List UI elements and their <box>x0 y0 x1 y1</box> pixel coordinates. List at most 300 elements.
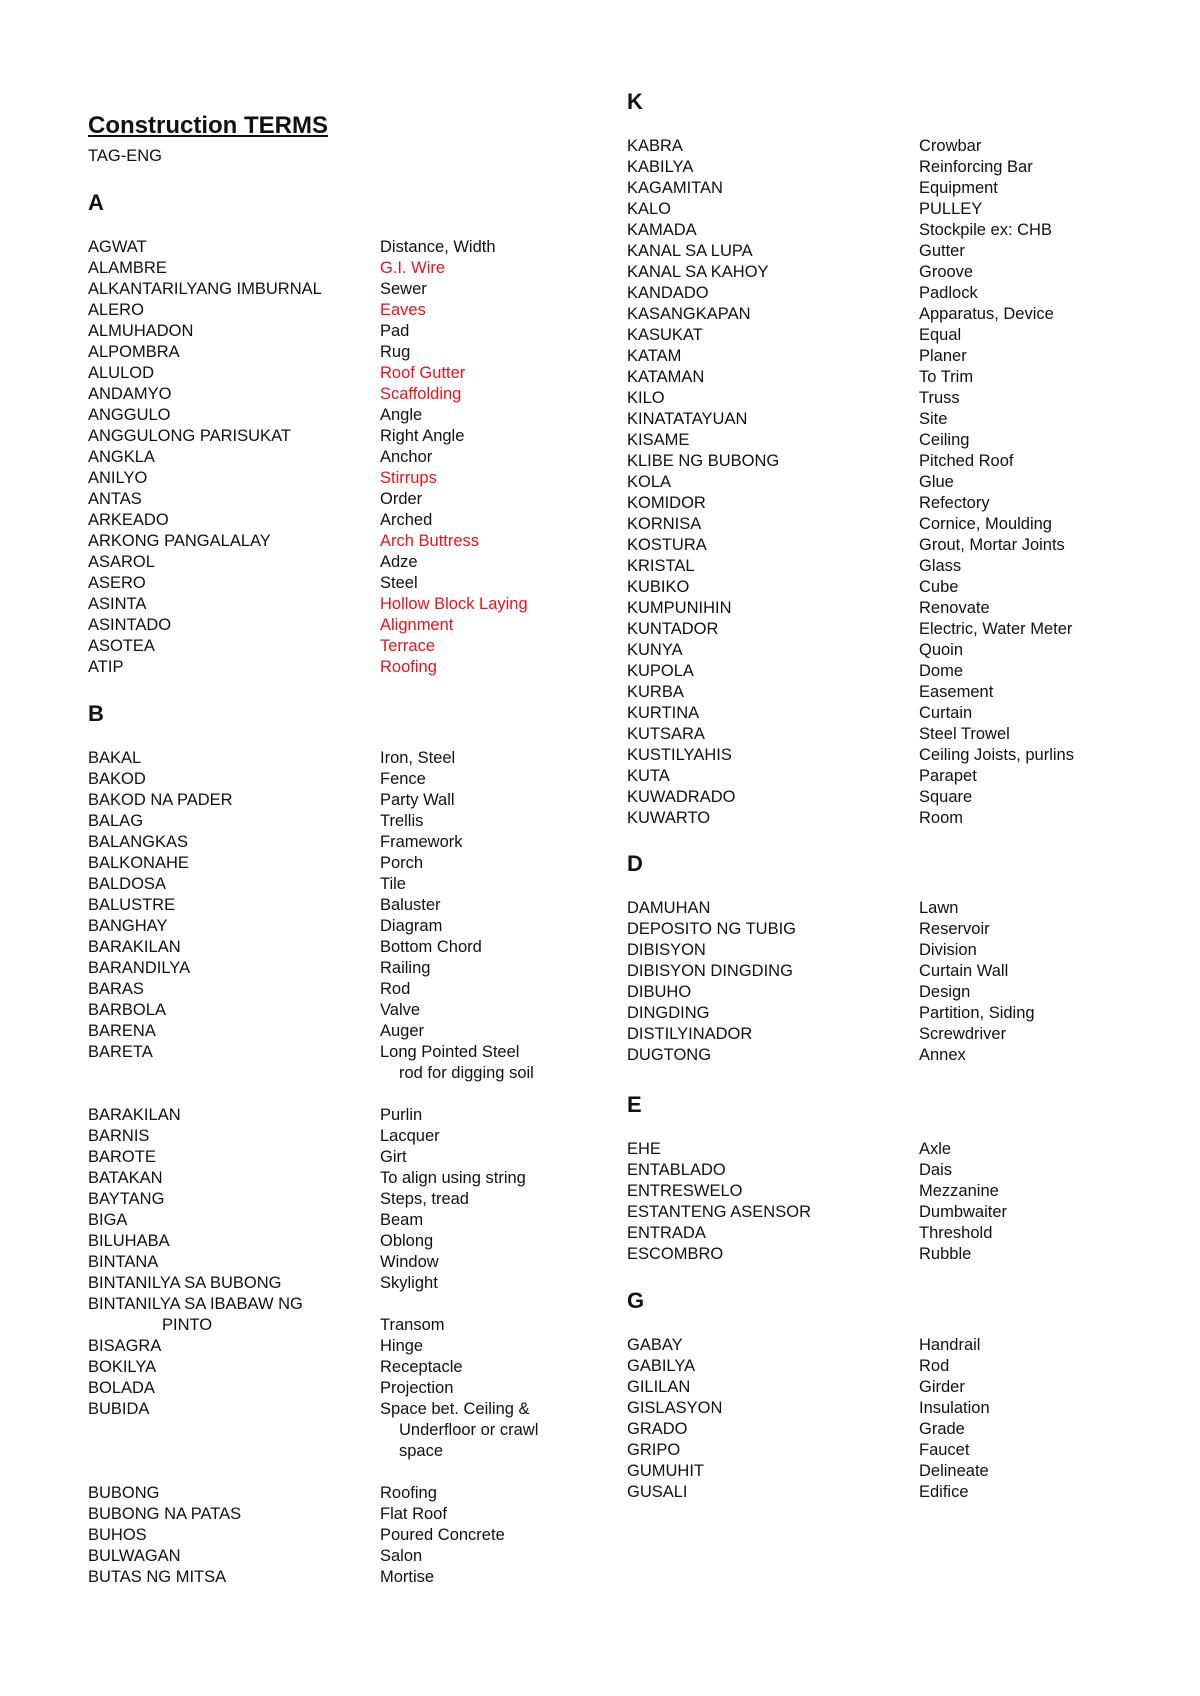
section-k-list <box>627 136 1074 829</box>
entry-term <box>88 384 380 405</box>
entry-term-line: BARBOLA <box>88 1001 166 1019</box>
entry-meaning-line: Sewer <box>380 280 427 298</box>
spacer <box>88 1462 538 1483</box>
entry-meaning <box>380 1357 538 1378</box>
glossary-entry <box>88 1042 538 1084</box>
glossary-entry <box>88 1252 538 1273</box>
section-heading-g: G <box>627 1288 645 1313</box>
entry-meaning <box>380 1231 538 1252</box>
glossary-entry <box>627 961 1035 982</box>
entry-term-line: BARAS <box>88 980 144 998</box>
glossary-entry <box>88 1273 538 1294</box>
entry-meaning-line: Pad <box>380 322 410 340</box>
entry-meaning <box>380 594 528 615</box>
glossary-entry <box>627 199 1074 220</box>
entry-term <box>627 1223 919 1244</box>
glossary-entry <box>627 451 1074 472</box>
entry-term-line: BOLADA <box>88 1379 155 1397</box>
glossary-entry <box>88 1525 538 1546</box>
glossary-entry <box>88 1294 538 1336</box>
section-heading-b: B <box>88 701 104 726</box>
entry-term-line: KUTA <box>627 767 670 785</box>
glossary-entry <box>627 409 1074 430</box>
entry-meaning-line: Order <box>380 490 423 508</box>
entry-meaning-line: Parapet <box>919 767 977 785</box>
entry-meaning-line: To Trim <box>919 368 974 386</box>
entry-term-line: DUGTONG <box>627 1046 712 1064</box>
entry-term <box>627 1419 919 1440</box>
entry-meaning <box>380 1525 538 1546</box>
section-a-list <box>88 237 528 678</box>
entry-meaning <box>380 790 538 811</box>
section-heading-e: E <box>627 1092 642 1117</box>
glossary-entry <box>88 552 528 573</box>
entry-meaning <box>919 493 1074 514</box>
entry-meaning-line: Padlock <box>919 284 978 302</box>
entry-term <box>627 199 919 220</box>
entry-term-line: GABILYA <box>627 1357 696 1375</box>
entry-meaning <box>380 321 528 342</box>
entry-meaning <box>919 619 1074 640</box>
entry-term-line: BULWAGAN <box>88 1547 181 1565</box>
glossary-entry <box>627 787 1074 808</box>
glossary-entry <box>627 1003 1035 1024</box>
entry-term <box>88 237 380 258</box>
glossary-entry <box>88 258 528 279</box>
entry-term-line: KRISTAL <box>627 557 695 575</box>
entry-meaning <box>919 178 1074 199</box>
entry-meaning-line: Underfloor or crawl <box>399 1421 539 1439</box>
entry-meaning-line: Rod <box>380 980 411 998</box>
entry-meaning-line: Distance, Width <box>380 238 496 256</box>
entry-meaning-line: Delineate <box>919 1462 989 1480</box>
glossary-entry <box>627 1160 1007 1181</box>
entry-term-line: KUSTILYAHIS <box>627 746 732 764</box>
entry-meaning <box>380 657 528 678</box>
entry-term-line: BAKOD NA PADER <box>88 791 233 809</box>
entry-meaning <box>380 237 528 258</box>
entry-term-line: KOLA <box>627 473 672 491</box>
glossary-entry <box>627 661 1074 682</box>
entry-meaning <box>380 1399 538 1462</box>
entry-meaning <box>380 489 528 510</box>
entry-meaning <box>380 769 538 790</box>
entry-meaning-line: Railing <box>380 959 431 977</box>
entry-meaning-line: Groove <box>919 263 974 281</box>
entry-meaning-line: Mezzanine <box>919 1182 999 1200</box>
entry-meaning-line: Roofing <box>380 658 437 676</box>
entry-meaning <box>380 811 538 832</box>
entry-term-line: KORNISA <box>627 515 702 533</box>
entry-meaning <box>380 1294 538 1336</box>
entry-term <box>88 832 380 853</box>
entry-meaning-line: Roofing <box>380 1484 437 1502</box>
entry-meaning-line: Partition, Siding <box>919 1004 1035 1022</box>
entry-meaning-line: Oblong <box>380 1232 434 1250</box>
entry-term <box>88 405 380 426</box>
glossary-entry <box>88 832 538 853</box>
entry-term <box>627 1160 919 1181</box>
entry-term-line: BARAKILAN <box>88 938 181 956</box>
entry-meaning <box>919 430 1074 451</box>
glossary-entry <box>627 178 1074 199</box>
glossary-entry <box>88 748 538 769</box>
entry-meaning <box>919 514 1074 535</box>
glossary-entry <box>627 430 1074 451</box>
entry-meaning <box>919 1024 1035 1045</box>
entry-term-line: KANDADO <box>627 284 709 302</box>
entry-meaning <box>919 388 1074 409</box>
entry-term-line: GUSALI <box>627 1483 688 1501</box>
glossary-entry <box>88 636 528 657</box>
entry-meaning-line: Party Wall <box>380 791 455 809</box>
entry-term <box>88 636 380 657</box>
entry-term-line: GRIPO <box>627 1441 681 1459</box>
entry-term-line: BARNIS <box>88 1127 150 1145</box>
entry-term <box>627 1202 919 1223</box>
entry-meaning-line: Hinge <box>380 1337 424 1355</box>
entry-meaning <box>919 1139 1007 1160</box>
entry-term <box>88 552 380 573</box>
entry-meaning-line: Quoin <box>919 641 964 659</box>
entry-meaning-line: Flat Roof <box>380 1505 447 1523</box>
glossary-entry <box>88 790 538 811</box>
entry-term-line: ANTAS <box>88 490 142 508</box>
entry-term <box>88 321 380 342</box>
entry-meaning <box>919 682 1074 703</box>
glossary-entry <box>627 682 1074 703</box>
entry-term <box>88 258 380 279</box>
glossary-entry <box>627 703 1074 724</box>
glossary-entry <box>627 1335 990 1356</box>
entry-meaning <box>919 1461 990 1482</box>
entry-term <box>627 703 919 724</box>
entry-term-line: GUMUHIT <box>627 1462 704 1480</box>
entry-meaning-line: G.I. Wire <box>380 259 446 277</box>
entry-term <box>627 1377 919 1398</box>
entry-meaning-line: Stockpile ex: CHB <box>919 221 1052 239</box>
entry-meaning-line: Scaffolding <box>380 385 462 403</box>
glossary-entry <box>627 577 1074 598</box>
entry-meaning-line: Refectory <box>919 494 990 512</box>
entry-meaning <box>380 874 538 895</box>
glossary-entry <box>627 1244 1007 1265</box>
glossary-entry <box>88 853 538 874</box>
glossary-entry <box>88 426 528 447</box>
entry-term-line: BALDOSA <box>88 875 166 893</box>
entry-term <box>627 472 919 493</box>
entry-meaning <box>380 447 528 468</box>
glossary-entry <box>88 531 528 552</box>
glossary-entry <box>88 1021 538 1042</box>
glossary-entry <box>627 535 1074 556</box>
glossary-entry <box>627 940 1035 961</box>
entry-term-line: KASANGKAPAN <box>627 305 751 323</box>
entry-meaning <box>380 342 528 363</box>
glossary-entry <box>627 1440 990 1461</box>
entry-meaning-line: Grout, Mortar Joints <box>919 536 1065 554</box>
entry-term-line: ALULOD <box>88 364 155 382</box>
glossary-entry <box>627 640 1074 661</box>
entry-term <box>627 640 919 661</box>
entry-term-line: BATAKAN <box>88 1169 163 1187</box>
entry-term <box>627 514 919 535</box>
entry-term <box>627 1356 919 1377</box>
entry-meaning-line: Hollow Block Laying <box>380 595 528 613</box>
entry-term <box>88 853 380 874</box>
entry-term-line: ANGGULO <box>88 406 171 424</box>
entry-meaning-line: Rug <box>380 343 411 361</box>
entry-meaning <box>919 1244 1007 1265</box>
entry-meaning-line: Threshold <box>919 1224 993 1242</box>
entry-meaning <box>919 766 1074 787</box>
glossary-entry <box>88 1336 538 1357</box>
entry-meaning <box>919 157 1074 178</box>
entry-meaning-line: Handrail <box>919 1336 981 1354</box>
entry-term <box>88 790 380 811</box>
entry-meaning <box>380 1168 538 1189</box>
entry-meaning <box>919 940 1035 961</box>
entry-term-line: BILUHABA <box>88 1232 170 1250</box>
entry-term <box>88 916 380 937</box>
entry-term <box>627 1244 919 1265</box>
entry-term <box>627 388 919 409</box>
entry-meaning <box>380 895 538 916</box>
entry-term <box>88 1000 380 1021</box>
entry-term <box>88 1546 380 1567</box>
entry-meaning-line: Tile <box>380 875 406 893</box>
entry-meaning-line: Valve <box>380 1001 421 1019</box>
entry-term <box>88 1231 380 1252</box>
entry-term <box>88 1294 380 1336</box>
entry-meaning-line: Grade <box>919 1420 965 1438</box>
entry-meaning <box>919 1419 990 1440</box>
entry-term <box>88 811 380 832</box>
entry-meaning-line: space <box>399 1442 444 1460</box>
entry-meaning <box>919 919 1035 940</box>
entry-meaning-line: Skylight <box>380 1274 438 1292</box>
glossary-entry <box>88 1147 538 1168</box>
entry-term <box>88 748 380 769</box>
glossary-entry <box>88 1105 538 1126</box>
entry-term-line: KOSTURA <box>627 536 707 554</box>
entry-term <box>627 1482 919 1503</box>
entry-meaning <box>919 1440 990 1461</box>
entry-meaning-line: Axle <box>919 1140 952 1158</box>
glossary-entry <box>627 241 1074 262</box>
section-g-list <box>627 1335 990 1503</box>
glossary-entry <box>627 136 1074 157</box>
entry-meaning <box>919 220 1074 241</box>
glossary-entry <box>627 1356 990 1377</box>
entry-meaning <box>919 598 1074 619</box>
glossary-entry <box>627 619 1074 640</box>
glossary-entry <box>88 937 538 958</box>
glossary-entry <box>88 615 528 636</box>
entry-term-line: BANGHAY <box>88 917 168 935</box>
entry-term-line: KUTSARA <box>627 725 705 743</box>
entry-term-line: ASERO <box>88 574 146 592</box>
entry-term <box>627 1003 919 1024</box>
entry-term <box>627 1335 919 1356</box>
entry-meaning <box>919 745 1074 766</box>
entry-meaning <box>380 853 538 874</box>
entry-term <box>627 451 919 472</box>
entry-term <box>88 426 380 447</box>
entry-term-line: ASAROL <box>88 553 155 571</box>
glossary-entry <box>88 363 528 384</box>
entry-term-line: EHE <box>627 1140 661 1158</box>
entry-term <box>627 157 919 178</box>
entry-meaning <box>380 748 538 769</box>
entry-term <box>627 178 919 199</box>
entry-meaning <box>919 703 1074 724</box>
entry-term-line: BIGA <box>88 1211 128 1229</box>
entry-term-line: KUWADRADO <box>627 788 736 806</box>
entry-term-line: KUMPUNIHIN <box>627 599 732 617</box>
glossary-entry <box>627 220 1074 241</box>
entry-meaning-line: Apparatus, Device <box>919 305 1054 323</box>
entry-meaning <box>380 615 528 636</box>
glossary-entry <box>88 405 528 426</box>
entry-term <box>627 598 919 619</box>
entry-meaning-line: Roof Gutter <box>380 364 466 382</box>
entry-meaning <box>919 982 1035 1003</box>
entry-term-line: ALPOMBRA <box>88 343 180 361</box>
entry-meaning-line: Renovate <box>919 599 990 617</box>
entry-term-line: ARKEADO <box>88 511 169 529</box>
entry-meaning-line: Steel Trowel <box>919 725 1010 743</box>
entry-term <box>627 409 919 430</box>
entry-meaning-line: Room <box>919 809 964 827</box>
entry-term <box>88 958 380 979</box>
entry-meaning <box>380 1273 538 1294</box>
glossary-entry <box>88 1126 538 1147</box>
entry-meaning <box>919 1045 1035 1066</box>
entry-meaning-line: Stirrups <box>380 469 437 487</box>
entry-term <box>627 493 919 514</box>
entry-meaning-line: Lacquer <box>380 1127 440 1145</box>
entry-meaning <box>380 279 528 300</box>
entry-meaning <box>919 787 1074 808</box>
entry-meaning <box>380 510 528 531</box>
glossary-entry <box>627 262 1074 283</box>
entry-term <box>88 1504 380 1525</box>
entry-meaning-line: Alignment <box>380 616 454 634</box>
entry-meaning <box>919 1202 1007 1223</box>
entry-meaning <box>919 283 1074 304</box>
entry-term-line: KUNYA <box>627 641 683 659</box>
entry-meaning <box>380 1021 538 1042</box>
entry-term-line: BAKAL <box>88 749 142 767</box>
entry-term <box>627 787 919 808</box>
entry-meaning <box>919 472 1074 493</box>
entry-term <box>627 661 919 682</box>
entry-meaning-line: Electric, Water Meter <box>919 620 1073 638</box>
glossary-entry <box>627 1419 990 1440</box>
entry-meaning-line: Crowbar <box>919 137 982 155</box>
glossary-entry <box>627 598 1074 619</box>
entry-meaning <box>380 258 528 279</box>
entry-term <box>88 1252 380 1273</box>
entry-term-line: BINTANILYA SA BUBONG <box>88 1274 282 1292</box>
entry-meaning-line: Porch <box>380 854 424 872</box>
glossary-entry <box>627 1377 990 1398</box>
entry-meaning <box>380 979 538 1000</box>
entry-meaning <box>919 535 1074 556</box>
entry-meaning <box>919 1398 990 1419</box>
glossary-entry <box>627 1045 1035 1066</box>
entry-meaning-line: To align using string <box>380 1169 526 1187</box>
entry-term <box>627 745 919 766</box>
entry-term <box>627 961 919 982</box>
glossary-entry <box>88 1546 538 1567</box>
entry-term-line: KASUKAT <box>627 326 703 344</box>
entry-meaning-line: Steps, tread <box>380 1190 469 1208</box>
entry-term-line: ALERO <box>88 301 144 319</box>
glossary-entry <box>88 979 538 1000</box>
entry-term <box>88 1105 380 1126</box>
entry-meaning-line: Projection <box>380 1379 454 1397</box>
entry-term-line: DAMUHAN <box>627 899 711 917</box>
entry-meaning-line: Terrace <box>380 637 436 655</box>
entry-meaning <box>380 1210 538 1231</box>
entry-meaning-line: Reinforcing Bar <box>919 158 1033 176</box>
entry-meaning <box>380 573 528 594</box>
glossary-entry <box>88 384 528 405</box>
glossary-entry <box>88 895 538 916</box>
entry-term <box>627 346 919 367</box>
entry-meaning <box>919 262 1074 283</box>
entry-term-line: KUWARTO <box>627 809 711 827</box>
entry-term <box>627 1398 919 1419</box>
entry-meaning <box>380 1189 538 1210</box>
entry-term-line: KALO <box>627 200 672 218</box>
entry-term <box>627 1181 919 1202</box>
glossary-entry <box>627 157 1074 178</box>
entry-meaning-line: Transom <box>380 1316 445 1334</box>
entry-meaning <box>919 367 1074 388</box>
entry-meaning-line: Equipment <box>919 179 998 197</box>
entry-meaning-line: Curtain <box>919 704 973 722</box>
entry-term <box>627 898 919 919</box>
entry-meaning-line: Salon <box>380 1547 423 1565</box>
glossary-entry <box>88 657 528 678</box>
glossary-entry <box>88 342 528 363</box>
entry-term <box>88 510 380 531</box>
entry-term-line: ESCOMBRO <box>627 1245 724 1263</box>
entry-term <box>627 724 919 745</box>
entry-term-line: KATAM <box>627 347 682 365</box>
entry-meaning <box>380 468 528 489</box>
entry-term-line: ANILYO <box>88 469 148 487</box>
glossary-entry <box>627 1139 1007 1160</box>
entry-term <box>88 1399 380 1462</box>
entry-term-line: BALKONAHE <box>88 854 189 872</box>
entry-term-line: BAROTE <box>88 1148 156 1166</box>
entry-meaning <box>380 1126 538 1147</box>
entry-meaning <box>380 958 538 979</box>
entry-meaning-line: Eaves <box>380 301 426 319</box>
entry-term-line: BUBIDA <box>88 1400 150 1418</box>
entry-meaning-line: Iron, Steel <box>380 749 456 767</box>
glossary-entry <box>88 573 528 594</box>
entry-meaning-line: Trellis <box>380 812 424 830</box>
entry-meaning <box>919 241 1074 262</box>
entry-meaning-line: Edifice <box>919 1483 969 1501</box>
entry-term <box>627 1045 919 1066</box>
entry-term-line: ALKANTARILYANG IMBURNAL <box>88 280 322 298</box>
